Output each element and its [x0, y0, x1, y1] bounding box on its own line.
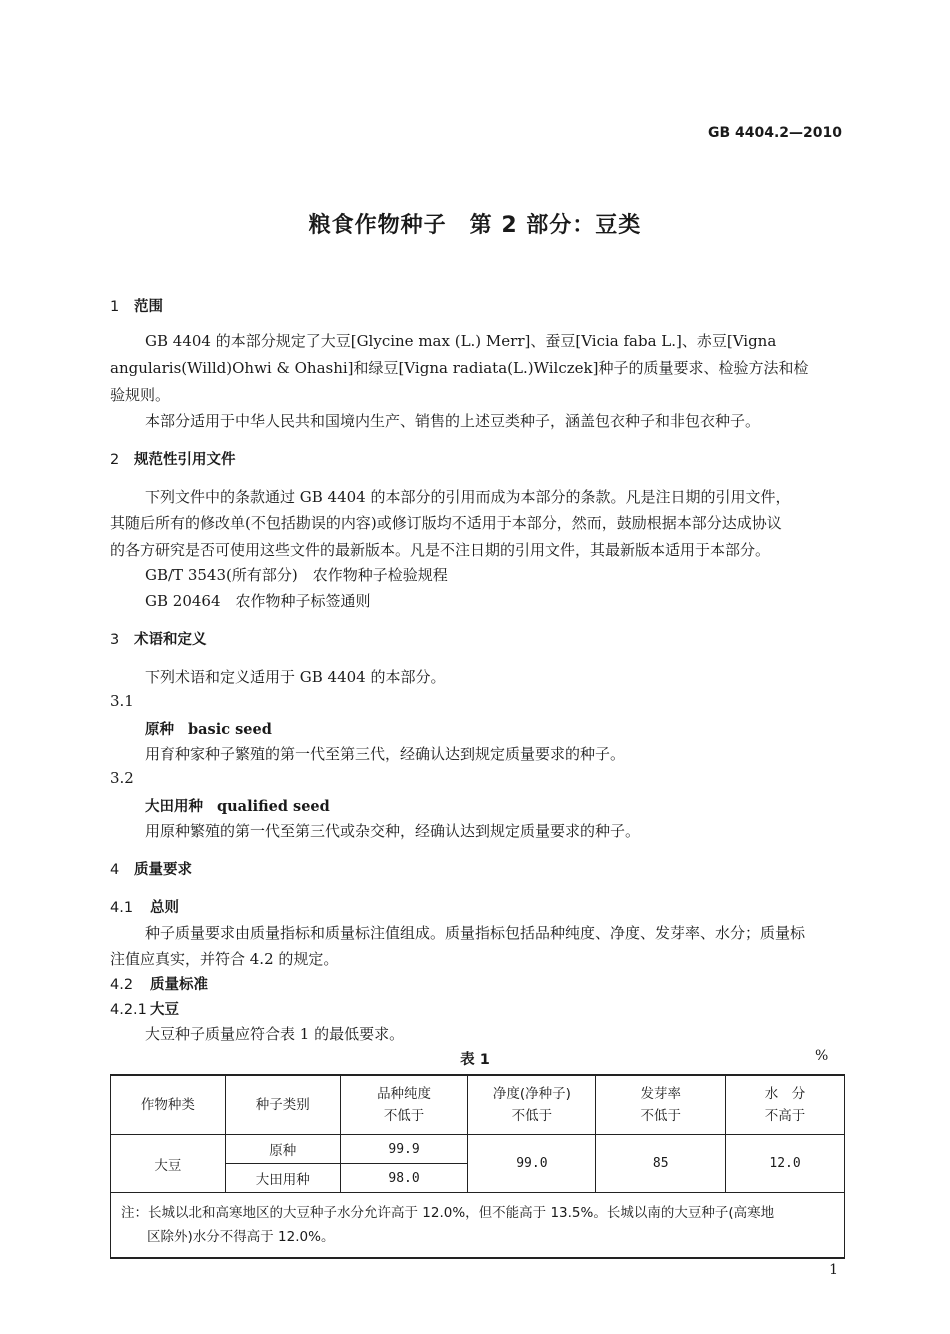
header-line-1: 净度(净种子)	[492, 1086, 571, 1102]
header-line-2: 不低于	[383, 1108, 425, 1124]
soybean-requirement: 大豆种子质量应符合表 1 的最低要求。	[145, 1025, 405, 1043]
cell-purity: 98.0	[340, 1164, 468, 1193]
cell-cleanness: 99.0	[468, 1135, 596, 1193]
cell-crop: 大豆	[111, 1135, 226, 1193]
term-3-2-number: 3.2	[110, 769, 134, 787]
scope-line-1: GB 4404 的本部分规定了大豆[Glycine max (L.) Merr]、蚕豆[Vicia faba L.]、赤豆[Vigna	[145, 332, 777, 350]
section-4-2-heading	[110, 973, 208, 994]
table-note-row	[111, 1193, 845, 1259]
terms-intro: 下列术语和定义适用于 GB 4404 的本部分。	[145, 668, 446, 686]
section-title: 术语和定义	[134, 632, 207, 648]
section-2-heading	[110, 448, 236, 469]
refs-line-1: 下列文件中的条款通过 GB 4404 的本部分的引用而成为本部分的条款。凡是注日期的引用文件，	[145, 488, 791, 506]
refs-line-3: 的各方研究是否可使用这些文件的最新版本。凡是不注日期的引用文件，其最新版本适用于本部分。	[110, 541, 771, 559]
section-number: 4.2	[110, 977, 134, 993]
quality-table	[110, 1074, 845, 1259]
cell-germination: 85	[596, 1135, 726, 1193]
section-title: 质量要求	[134, 862, 192, 878]
note-line-1: 注：长城以北和高寒地区的大豆种子水分允许高于 12.0%，但不能高于 13.5%。长城以南的大豆种子(高寒地	[121, 1205, 775, 1221]
table-header-row	[111, 1075, 845, 1135]
section-number: 4.2.1	[110, 1002, 147, 1018]
section-title: 总则	[150, 900, 179, 916]
table-note	[111, 1193, 845, 1259]
reference-gb20464: GB 20464 农作物种子标签通则	[145, 592, 371, 610]
cell-moisture: 12.0	[726, 1135, 845, 1193]
term-qualified-seed	[145, 795, 330, 816]
header-cleanness	[468, 1075, 596, 1135]
section-title: 大豆	[150, 1002, 179, 1018]
section-number: 4.1	[110, 900, 134, 916]
general-line-1: 种子质量要求由质量指标和质量标注值组成。质量指标包括品种纯度、净度、发芽率、水分；质量标	[145, 924, 806, 942]
header-line-2: 不低于	[511, 1108, 553, 1124]
header-line-1: 发芽率	[640, 1086, 681, 1102]
refs-line-2: 其随后所有的修改单(不包括勘误的内容)或修订版均不适用于本部分，然而，鼓励根据本部分达成协议	[110, 514, 782, 532]
section-number: 4	[110, 862, 120, 878]
cell-category: 大田用种	[225, 1164, 340, 1193]
cell-purity: 99.9	[340, 1135, 468, 1164]
term-3-1-number: 3.1	[110, 692, 134, 710]
section-3-heading	[110, 628, 207, 649]
table-row	[111, 1135, 845, 1164]
header-category: 种子类别	[225, 1075, 340, 1135]
table-caption: 表 1	[460, 1052, 490, 1068]
header-line-2: 不低于	[640, 1108, 681, 1124]
term-basic-seed-definition: 用育种家种子繁殖的第一代至第三代，经确认达到规定质量要求的种子。	[145, 745, 626, 763]
section-number: 2	[110, 452, 120, 468]
header-germination	[596, 1075, 726, 1135]
section-1-heading	[110, 295, 163, 316]
header-moisture	[726, 1075, 845, 1135]
term-en: qualified seed	[217, 798, 330, 815]
reference-gbt3543: GB/T 3543(所有部分) 农作物种子检验规程	[145, 566, 448, 584]
scope-paragraph-2: 本部分适用于中华人民共和国境内生产、销售的上述豆类种子，涵盖包衣种子和非包衣种子。	[145, 412, 761, 430]
section-title: 范围	[134, 299, 163, 315]
page-number: 1	[829, 1262, 838, 1278]
header-crop: 作物种类	[111, 1075, 226, 1135]
section-title: 规范性引用文件	[134, 452, 236, 468]
scope-line-2: angularis(Willd)Ohwi & Ohashi]和绿豆[Vigna radiata(L.)Wilczek]种子的质量要求、检验方法和检	[110, 359, 809, 377]
note-line-2: 区除外)水分不得高于 12.0%。	[147, 1229, 335, 1245]
section-number: 1	[110, 299, 120, 315]
term-cn: 原种	[145, 722, 174, 738]
scope-line-3: 验规则。	[110, 386, 171, 404]
section-title: 质量标准	[150, 977, 208, 993]
section-4-1-heading	[110, 896, 179, 917]
header-line-1: 品种纯度	[377, 1086, 432, 1102]
term-basic-seed	[145, 718, 272, 739]
section-4-heading	[110, 858, 192, 879]
section-number: 3	[110, 632, 120, 648]
section-4-2-1-heading	[110, 998, 179, 1019]
header-line-2: 不高于	[764, 1108, 806, 1124]
standard-number: GB 4404.2—2010	[707, 125, 842, 141]
cell-category: 原种	[225, 1135, 340, 1164]
general-line-2: 注值应真实，并符合 4.2 的规定。	[110, 950, 339, 968]
term-qualified-seed-definition: 用原种繁殖的第一代至第三代或杂交种，经确认达到规定质量要求的种子。	[145, 822, 641, 840]
term-cn: 大田用种	[145, 799, 203, 815]
header-purity	[340, 1075, 468, 1135]
table-unit: %	[815, 1048, 829, 1064]
term-en: basic seed	[188, 721, 272, 738]
header-line-1: 水 分	[764, 1086, 806, 1102]
page-title: 粮食作物种子 第 2 部分：豆类	[308, 213, 642, 238]
